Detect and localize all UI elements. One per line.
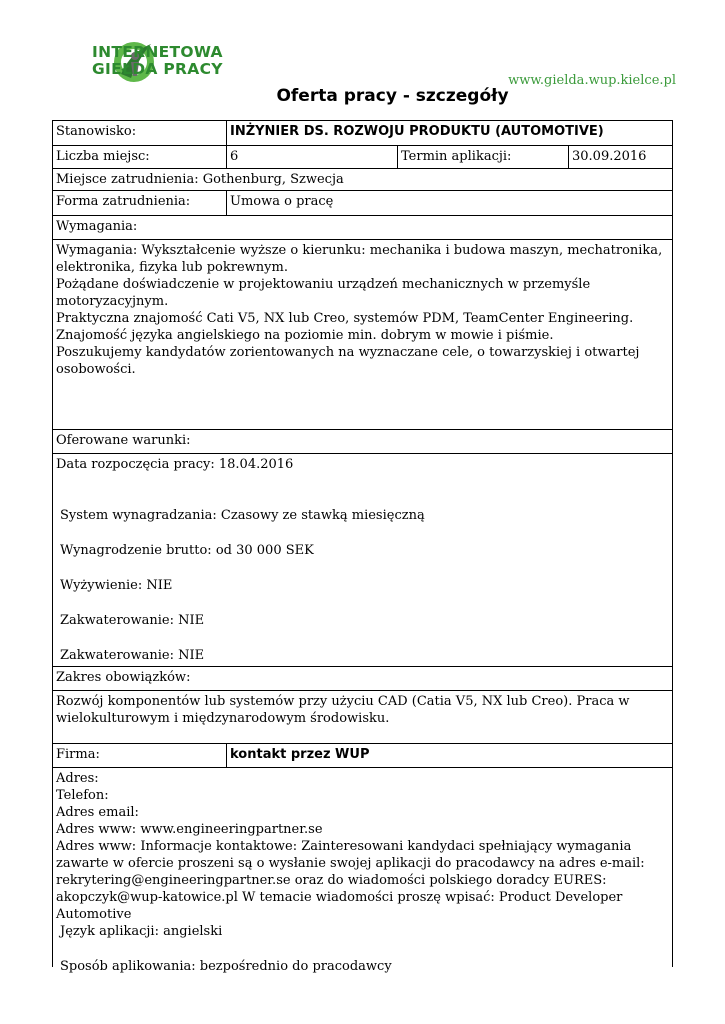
requirements-text [53,240,673,430]
position-row [52,120,673,146]
conditions-label: Oferowane warunki: [53,430,673,454]
places-row [52,145,673,169]
position-value: INŻYNIER DS. ROZWOJU PRODUKTU (AUTOMOTIVE) [227,121,673,146]
meals: Wyżywienie: NIE [60,578,173,593]
form-row [52,190,673,216]
position-label: Stanowisko: [53,121,227,146]
site-url-link[interactable]: www.gielda.wup.kielce.pl [508,73,676,88]
places-value: 6 [227,146,398,169]
requirements-label: Wymagania: [53,216,673,240]
conditions-row [52,453,673,667]
requirement-line: Pożądane doświadczenie w projektowaniu urządzeń mechanicznych w przemyśle motoryzacyjnym. [56,277,591,309]
company-value: kontakt przez WUP [227,744,673,768]
deadline-label: Termin aplikacji: [398,146,569,169]
company-row [52,743,673,768]
places-label: Liczba miejsc: [53,146,227,169]
location-text: Miejsce zatrudnienia: Gothenburg, Szwecja [53,169,673,191]
duties-row [52,690,673,744]
requirement-line: Wymagania: Wykształcenie wyższe o kierunku: mechanika i budowa maszyn, mechatronika, elektronika, fizyka lub pokrewnym. [56,243,663,275]
duties-text: Rozwój komponentów lub systemów przy użyciu CAD (Catia V5, NX lub Creo). Praca w wielokulturowym i międzynarodowym środowisku. [53,691,673,744]
logo-text: INTERNETOWA GIEŁDA PRACY [92,43,223,78]
www-line: Adres www: www.engineeringpartner.se [56,822,323,837]
salary-system: System wynagradzania: Czasowy ze stawką miesięczną [60,508,425,523]
apply-method: Sposób aplikowania: bezpośrednio do pracodawcy [60,959,392,974]
form-value: Umowa o pracę [227,191,673,216]
offer-sheet [52,120,673,974]
contact-section [52,768,673,974]
conditions-label-row [52,429,673,454]
location-row [52,168,673,191]
housing: Zakwaterowanie: NIE [60,613,205,628]
duties-label: Zakres obowiązków: [53,667,673,691]
company-label: Firma: [53,744,227,768]
page-title: Oferta pracy - szczegóły [276,86,509,106]
requirements-label-row [52,215,673,240]
start-date: Data rozpoczęcia pracy: 18.04.2016 [56,457,294,472]
contact-info: Adres www: Informacje kontaktowe: Zainteresowani kandydaci spełniający wymagania zawarte w ofercie proszeni są o wysłanie swojej aplikacji do pracodawcy na adres e-mail: rekrytering@engineeringpartner.se oraz do wiadomości polskiego doradcy EURES: akopczyk@wup-katowice.pl W temacie wiadomości proszę wpisać: Product Developer Automotive [56,839,645,922]
requirements-row [52,239,673,430]
duties-label-row [52,666,673,691]
requirement-line: Poszukujemy kandydatów zorientowanych na wyznaczane cele, o towarzyskiej i otwartej osobowości. [56,345,640,377]
email-line: Adres email: [56,805,139,820]
conditions-text [53,454,673,667]
housing: Zakwaterowanie: NIE [60,648,205,663]
phone-line: Telefon: [56,788,109,803]
requirement-line: Praktyczna znajomość Cati V5, NX lub Creo, systemów PDM, TeamCenter Engineering. Znajomość języka angielskiego na poziomie min. dobrym w mowie i piśmie. [56,311,634,343]
address-line: Adres: [56,771,99,786]
form-label: Forma zatrudnienia: [53,191,227,216]
language-line: Język aplikacji: angielski [60,924,223,939]
deadline-value: 30.09.2016 [569,146,673,169]
gross-salary: Wynagrodzenie brutto: od 30 000 SEK [60,543,314,558]
